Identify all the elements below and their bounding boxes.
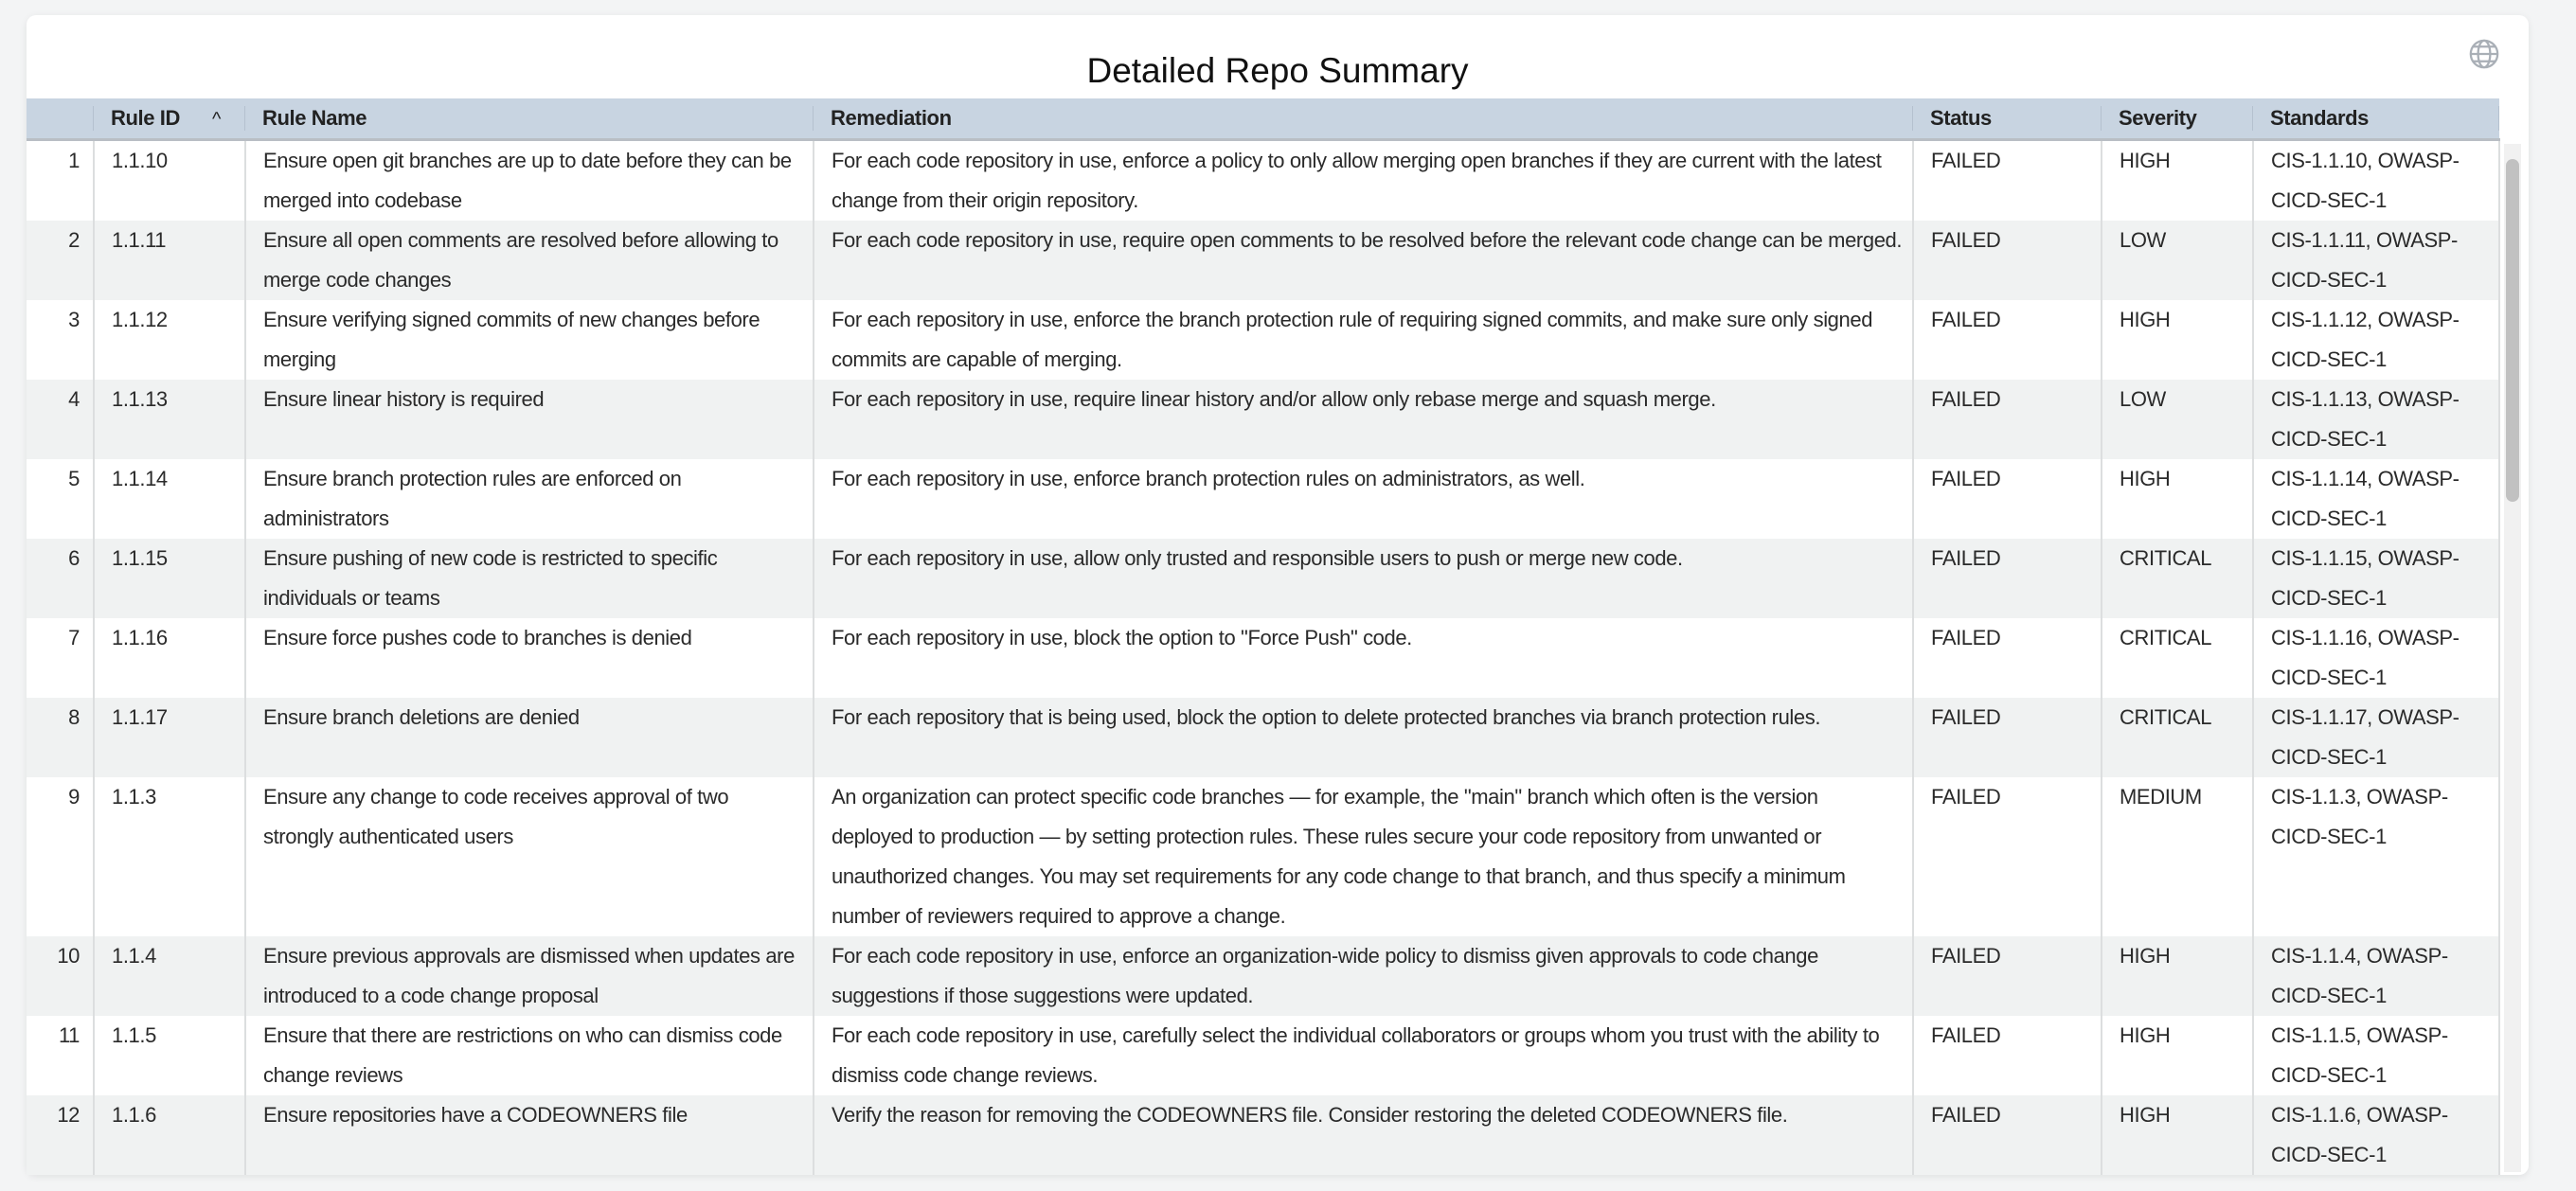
table-body [27,140,2499,1176]
rule-id-cell: 1.1.16 [94,618,245,698]
standards-cell: CIS-1.1.6, OWASP-CICD-SEC-1 [2253,1095,2499,1175]
standards-cell: CIS-1.1.13, OWASP-CICD-SEC-1 [2253,380,2499,459]
status-cell: FAILED [1913,459,2102,539]
column-header-index [27,98,94,140]
remediation-cell: For each code repository in use, enforce a policy to only allow merging open branches if they are current with the latest change from their origin repository. [814,140,1913,222]
standards-cell: CIS-1.1.3, OWASP-CICD-SEC-1 [2253,777,2499,936]
column-header-remediation[interactable]: Remediation [814,98,1913,140]
remediation-cell: For each repository in use, block the option to "Force Push" code. [814,618,1913,698]
row-number: 3 [27,300,94,380]
table-row[interactable] [27,380,2499,459]
row-number: 10 [27,936,94,1016]
table-row[interactable] [27,698,2499,777]
remediation-cell: For each code repository in use, require open comments to be resolved before the relevant code change can be merged. [814,221,1913,300]
standards-cell: CIS-1.1.16, OWASP-CICD-SEC-1 [2253,618,2499,698]
remediation-cell: For each repository in use, require linear history and/or allow only rebase merge and squash merge. [814,380,1913,459]
status-cell: FAILED [1913,777,2102,936]
row-number: 7 [27,618,94,698]
severity-cell: CRITICAL [2102,618,2253,698]
table-header-row [27,98,2499,140]
row-number: 6 [27,539,94,618]
repo-summary-card [27,15,2529,1175]
table-row[interactable] [27,221,2499,300]
remediation-cell: An organization can protect specific code branches — for example, the "main" branch which often is the version deployed to production — by setting protection rules. These rules secure your code repository from unwanted or unauthorized changes. You may set requirements for any code change to that branch, and thus specify a minimum number of reviewers required to approve a change. [814,777,1913,936]
status-cell: FAILED [1913,618,2102,698]
rule-name-cell: Ensure verifying signed commits of new changes before merging [245,300,814,380]
status-cell: FAILED [1913,221,2102,300]
column-header-standards[interactable]: Standards [2253,98,2499,140]
rule-id-cell: 1.1.15 [94,539,245,618]
severity-cell: CRITICAL [2102,698,2253,777]
severity-cell: MEDIUM [2102,777,2253,936]
rule-id-cell: 1.1.10 [94,140,245,222]
remediation-cell: For each repository that is being used, block the option to delete protected branches via branch protection rules. [814,698,1913,777]
table-row[interactable] [27,936,2499,1016]
table-row[interactable] [27,618,2499,698]
rule-name-cell: Ensure all open comments are resolved before allowing to merge code changes [245,221,814,300]
vertical-scrollbar[interactable] [2504,144,2521,1172]
status-cell: FAILED [1913,140,2102,222]
status-cell: FAILED [1913,380,2102,459]
row-number: 8 [27,698,94,777]
standards-cell: CIS-1.1.15, OWASP-CICD-SEC-1 [2253,539,2499,618]
rule-name-cell: Ensure previous approvals are dismissed when updates are introduced to a code change proposal [245,936,814,1016]
standards-cell: CIS-1.1.11, OWASP-CICD-SEC-1 [2253,221,2499,300]
severity-cell: HIGH [2102,140,2253,222]
status-cell: FAILED [1913,539,2102,618]
status-cell: FAILED [1913,1095,2102,1175]
rule-id-cell: 1.1.4 [94,936,245,1016]
standards-cell: CIS-1.1.17, OWASP-CICD-SEC-1 [2253,698,2499,777]
rule-id-cell: 1.1.13 [94,380,245,459]
standards-cell: CIS-1.1.12, OWASP-CICD-SEC-1 [2253,300,2499,380]
table-row[interactable] [27,777,2499,936]
rule-id-cell: 1.1.17 [94,698,245,777]
row-number: 1 [27,140,94,222]
rules-table-container [27,98,2499,1175]
table-row[interactable] [27,140,2499,222]
status-cell: FAILED [1913,698,2102,777]
remediation-cell: For each repository in use, allow only trusted and responsible users to push or merge new code. [814,539,1913,618]
chevron-up-icon[interactable]: ^ [212,109,221,130]
table-row[interactable] [27,300,2499,380]
rule-id-cell: 1.1.14 [94,459,245,539]
remediation-cell: Verify the reason for removing the CODEOWNERS file. Consider restoring the deleted CODEOWNERS file. [814,1095,1913,1175]
severity-cell: HIGH [2102,300,2253,380]
remediation-cell: For each repository in use, enforce the branch protection rule of requiring signed commits, and make sure only signed commits are capable of merging. [814,300,1913,380]
rule-id-cell: 1.1.3 [94,777,245,936]
severity-cell: HIGH [2102,459,2253,539]
table-row[interactable] [27,1095,2499,1175]
standards-cell: CIS-1.1.14, OWASP-CICD-SEC-1 [2253,459,2499,539]
standards-cell: CIS-1.1.4, OWASP-CICD-SEC-1 [2253,936,2499,1016]
remediation-cell: For each code repository in use, enforce an organization-wide policy to dismiss given approvals to code change suggestions if those suggestions were updated. [814,936,1913,1016]
row-number: 5 [27,459,94,539]
rule-name-cell: Ensure pushing of new code is restricted to specific individuals or teams [245,539,814,618]
rule-name-cell: Ensure repositories have a CODEOWNERS file [245,1095,814,1175]
row-number: 2 [27,221,94,300]
rule-name-cell: Ensure branch protection rules are enforced on administrators [245,459,814,539]
rule-id-cell: 1.1.6 [94,1095,245,1175]
severity-cell: HIGH [2102,1016,2253,1095]
page-title: Detailed Repo Summary [1086,51,1469,90]
row-number: 11 [27,1016,94,1095]
rule-name-cell: Ensure that there are restrictions on who can dismiss code change reviews [245,1016,814,1095]
rule-name-cell: Ensure linear history is required [245,380,814,459]
row-number: 9 [27,777,94,936]
rule-id-cell: 1.1.12 [94,300,245,380]
severity-cell: LOW [2102,380,2253,459]
status-cell: FAILED [1913,300,2102,380]
rule-id-cell: 1.1.5 [94,1016,245,1095]
table-row[interactable] [27,1016,2499,1095]
row-number: 4 [27,380,94,459]
rule-name-cell: Ensure any change to code receives approval of two strongly authenticated users [245,777,814,936]
standards-cell: CIS-1.1.5, OWASP-CICD-SEC-1 [2253,1016,2499,1095]
column-header-rule-name[interactable]: Rule Name [245,98,814,140]
severity-cell: CRITICAL [2102,539,2253,618]
rule-id-cell: 1.1.11 [94,221,245,300]
severity-cell: LOW [2102,221,2253,300]
row-number: 12 [27,1095,94,1175]
table-row[interactable] [27,459,2499,539]
table-row[interactable] [27,539,2499,618]
rule-name-cell: Ensure force pushes code to branches is denied [245,618,814,698]
column-header-rule-id[interactable]: Rule ID ^ [94,98,245,140]
status-cell: FAILED [1913,936,2102,1016]
severity-cell: HIGH [2102,1095,2253,1175]
rule-name-cell: Ensure open git branches are up to date before they can be merged into codebase [245,140,814,222]
remediation-cell: For each repository in use, enforce branch protection rules on administrators, as well. [814,459,1913,539]
column-header-severity[interactable]: Severity [2102,98,2253,140]
remediation-cell: For each code repository in use, carefully select the individual collaborators or groups whom you trust with the ability to dismiss code change reviews. [814,1016,1913,1095]
rules-table [27,98,2500,1175]
standards-cell: CIS-1.1.10, OWASP-CICD-SEC-1 [2253,140,2499,222]
scrollbar-thumb[interactable] [2506,159,2519,502]
column-header-status[interactable]: Status [1913,98,2102,140]
severity-cell: HIGH [2102,936,2253,1016]
globe-icon[interactable] [2468,38,2500,70]
status-cell: FAILED [1913,1016,2102,1095]
rule-name-cell: Ensure branch deletions are denied [245,698,814,777]
